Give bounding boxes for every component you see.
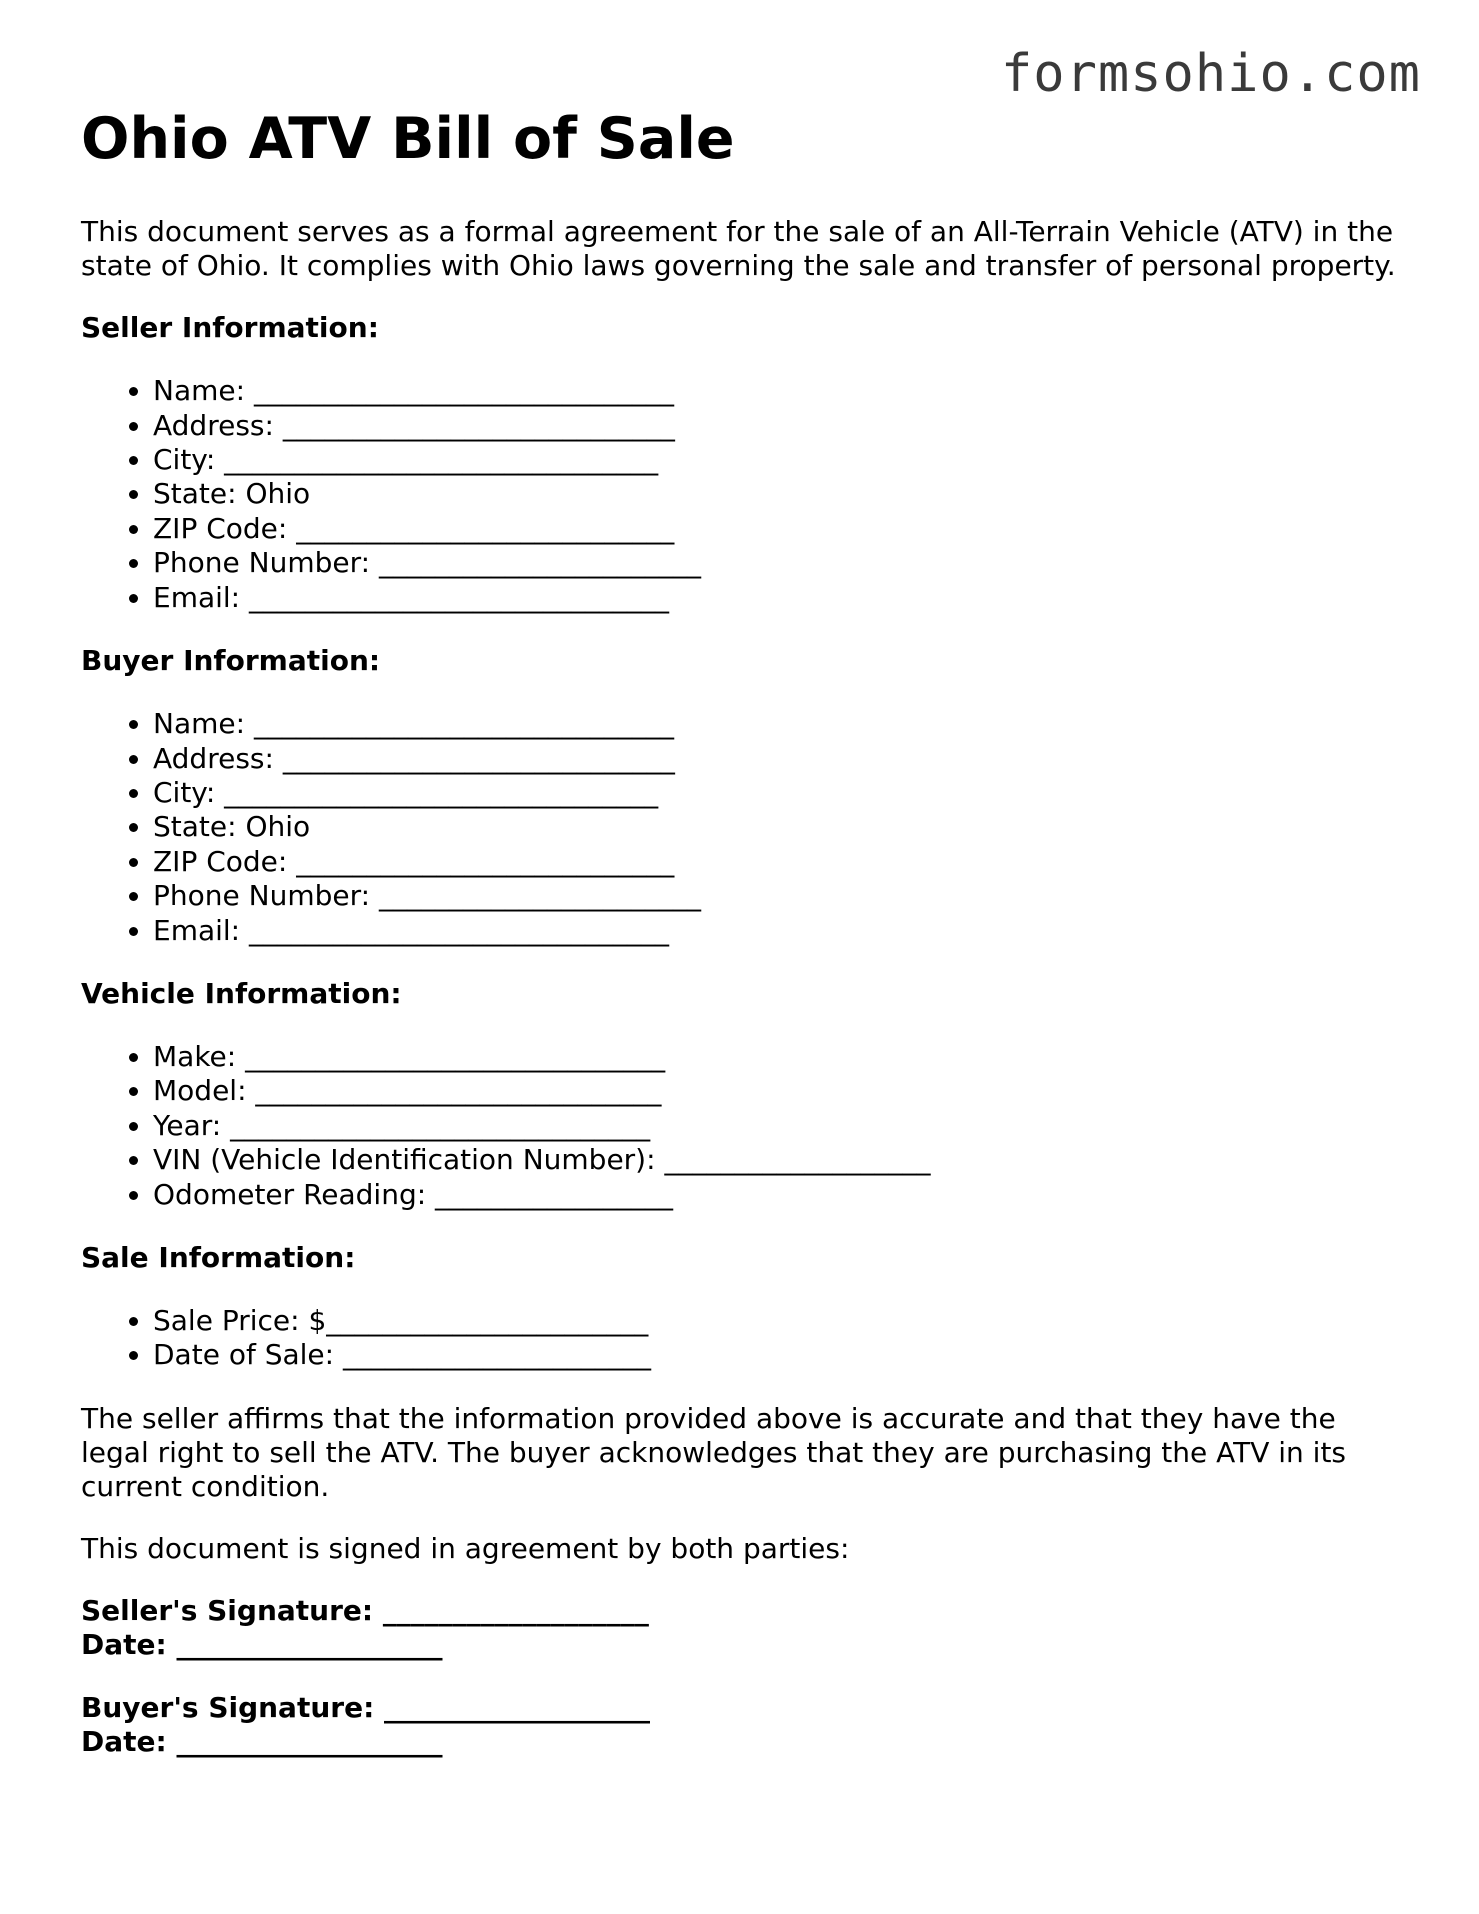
sale-date-field: • Date of Sale: ______________________	[153, 1338, 1411, 1372]
seller-address-field: • Address: ____________________________	[153, 409, 1411, 443]
seller-city-field: • City: _______________________________	[153, 443, 1411, 477]
vehicle-make-field: • Make: ______________________________	[153, 1040, 1411, 1074]
buyer-signature-line: Buyer's Signature: ___________________	[81, 1690, 651, 1724]
buyer-signature-block	[81, 1691, 1411, 1759]
site-watermark: formsohio.com	[1001, 44, 1421, 104]
seller-name-field: • Name: ______________________________	[153, 374, 1411, 408]
sale-price-field: • Sale Price: $_______________________	[153, 1304, 1411, 1338]
buyer-name-field: • Name: ______________________________	[153, 707, 1411, 741]
seller-email-field: • Email: ______________________________	[153, 581, 1411, 615]
document-page	[81, 106, 1411, 1788]
vehicle-year-field: • Year: ______________________________	[153, 1109, 1411, 1143]
agreement-paragraph: This document is signed in agreement by both parties:	[81, 1531, 850, 1565]
seller-field-list	[81, 374, 1411, 615]
buyer-city-field: • City: _______________________________	[153, 776, 1411, 810]
affirmation-paragraph: The seller affirms that the information provided above is accurate and that they have the legal right to sell the ATV. The buyer acknowledges that they are purchasing the ATV in its current condition.	[81, 1401, 1347, 1503]
vehicle-model-field: • Model: _____________________________	[153, 1074, 1411, 1108]
seller-signature-line: Seller's Signature: ___________________	[81, 1593, 649, 1627]
buyer-field-list	[81, 707, 1411, 948]
page-title: Ohio ATV Bill of Sale	[81, 106, 735, 172]
buyer-phone-field: • Phone Number: _______________________	[153, 879, 1411, 913]
seller-state-field: • State: Ohio	[153, 477, 1411, 511]
intro-paragraph: This document serves as a formal agreement for the sale of an All-Terrain Vehicle (ATV) in the state of Ohio. It complies with Ohio laws governing the sale and transfer of personal property.	[81, 215, 1396, 283]
sale-field-list	[81, 1304, 1411, 1373]
seller-section-heading: Seller Information:	[81, 311, 379, 345]
sale-section-heading: Sale Information:	[81, 1240, 356, 1274]
seller-zip-field: • ZIP Code: ___________________________	[153, 512, 1411, 546]
buyer-date-line: Date: ___________________	[81, 1724, 443, 1758]
buyer-address-field: • Address: ____________________________	[153, 742, 1411, 776]
buyer-section-heading: Buyer Information:	[81, 644, 381, 678]
vehicle-vin-field: • VIN (Vehicle Identification Number): ___________________	[153, 1143, 1411, 1177]
vehicle-odometer-field: • Odometer Reading: _________________	[153, 1178, 1411, 1212]
seller-phone-field: • Phone Number: _______________________	[153, 546, 1411, 580]
vehicle-section-heading: Vehicle Information:	[81, 976, 402, 1010]
seller-signature-block	[81, 1594, 1411, 1662]
buyer-email-field: • Email: ______________________________	[153, 914, 1411, 948]
buyer-zip-field: • ZIP Code: ___________________________	[153, 845, 1411, 879]
buyer-state-field: • State: Ohio	[153, 810, 1411, 844]
vehicle-field-list	[81, 1040, 1411, 1212]
seller-date-line: Date: ___________________	[81, 1627, 443, 1661]
